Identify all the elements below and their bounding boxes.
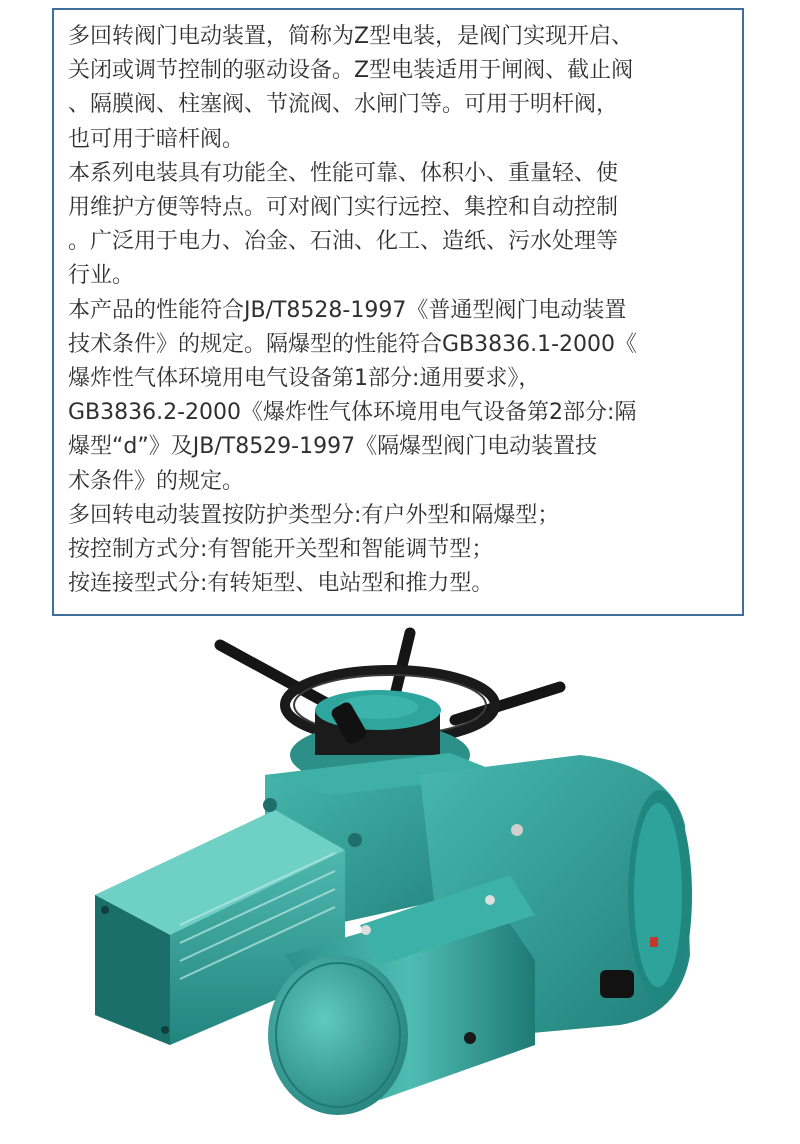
description-line: 、隔膜阀、柱塞阀、节流阀、水闸门等。可用于明杆阀，: [68, 92, 619, 118]
description-line: 。广泛用于电力、冶金、石油、化工、造纸、污水处理等: [68, 229, 619, 255]
description-box: [52, 8, 744, 616]
description-line: 也可用于暗杆阀。: [68, 126, 245, 152]
description-line: 爆炸性气体环境用电气设备第1部分:通用要求》，: [68, 366, 541, 392]
description-line: 本产品的性能符合JB/T8528-1997《普通型阀门电动装置: [68, 297, 627, 323]
description-line: 行业。: [68, 263, 135, 289]
description-line: 技术条件》的规定。隔爆型的性能符合GB3836.1-2000《: [68, 331, 638, 357]
description-line: 术条件》的规定。: [68, 468, 245, 494]
description-line: 本系列电装具有功能全、性能可靠、体积小、重量轻、使: [68, 160, 619, 186]
description-line: 按控制方式分:有智能开关型和智能调节型；: [68, 537, 494, 563]
description-line: 关闭或调节控制的驱动设备。Z型电装适用于闸阀、截止阀: [68, 58, 634, 84]
description-line: GB3836.2-2000《爆炸性气体环境用电气设备第2部分:隔: [68, 400, 637, 426]
description-line: 用维护方便等特点。可对阀门实行远控、集控和自动控制: [68, 195, 619, 221]
description-line: 按连接型式分:有转矩型、电站型和推力型。: [68, 571, 494, 597]
valve-actuator-image: [80, 625, 720, 1140]
description-line: 多回转阀门电动装置，简称为Z型电装，是阀门实现开启、: [68, 24, 634, 49]
description-line: 多回转电动装置按防护类型分:有户外型和隔爆型；: [68, 502, 560, 528]
description-line: 爆型“d”》及JB/T8529-1997《隔爆型阀门电动装置技: [68, 434, 598, 460]
